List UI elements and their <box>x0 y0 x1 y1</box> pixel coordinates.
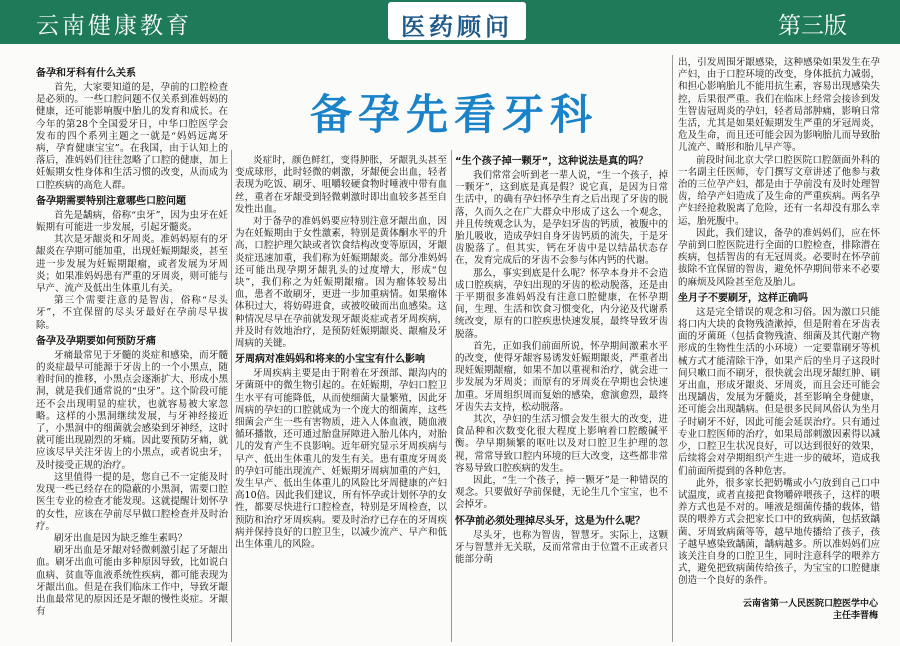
paragraph: 首先是龋病，俗称“虫牙”，因为虫牙在妊娠期有可能进一步发展，引起牙髓炎。 <box>36 209 228 234</box>
subheading: 怀孕前必须处理掉尽头牙，这是为什么呢？ <box>455 515 645 527</box>
author-name: 主任李晋梅 <box>832 611 878 621</box>
paragraph: 炎症时，颜色鲜红，变得肿胀，牙龈乳头甚至变成球形，此时轻微的刺激，牙龈便会出血，轻者表现为吃饭、刷牙、咀嚼较硬食物时唾液中带有血丝，重者在牙龈受到轻微刺激时即出血较多甚至自发性出血。 <box>235 155 447 215</box>
section-name: 医药顾问 <box>401 13 513 41</box>
article-column-2 <box>235 155 447 642</box>
paragraph: 首先，大家要知道的是，孕前的口腔检查是必须的。一些口腔问题不仅关系到准妈妈的健康，还可能影响腹中胎儿的发育和成长。在今年的第28个全国爱牙日，中华口腔医学会发布的四个系列主题之一就是“妈妈远离牙病，孕育健康宝宝”。在我国，由于认知上的落后，准妈妈们往往忽略了口腔的健康，加上妊娠期女性身体和生活习惯的改变，从而成为口腔疾病的高危人群。 <box>36 82 228 191</box>
subheading: 备孕和牙科有什么关系 <box>36 68 136 79</box>
article-title: 备孕先看牙科 <box>310 90 599 139</box>
page-header <box>0 0 900 44</box>
paragraph: 其次，孕妇的生活习惯会发生很大的改变，进食品种和次数变化很大程度上影响着口腔酸碱平衡。孕早期频繁的呕吐以及对口腔卫生护理的忽视，常常导致口腔内环境的巨大改变，这些都非常容易导致口腔疾病的发生。 <box>455 414 668 474</box>
subheading: 备孕期需要特别注意哪些口腔问题 <box>36 195 186 207</box>
author-affiliation: 云南省第一人民医院口腔医学中心 <box>742 599 878 609</box>
paragraph: 这里值得一提的是，您自己不一定能及时发现一些已经存在的隐蔽的小黑洞，需要口腔医生专业的检查才能发现。这就提醒计划怀孕的女性，应该在孕前尽早做口腔检查并及时治疗。 <box>36 471 228 532</box>
paragraph: 牙周疾病主要是由于附着在牙颈部、龈沟内的牙菌斑中的微生物引起的。在妊娠期，孕妇口腔卫生水平有可能降低，从而使细菌大量繁殖，因此牙周病的孕妇的口腔就成为一个庞大的细菌库，这些细菌会产生一些有害物质，进入人体血液，随血液循环播散，还可通过胎盘屏障进入胎儿体内，对胎儿的发育产生不良影响。近年研究显示牙周疾病与早产、低出生体重儿的发生有关。患有重度牙周炎的孕妇可能出现流产、妊娠期牙周病加重的产妇，发生早产、低出生体重儿的风险比牙周健康的产妇高10倍。因此我们建议，所有怀孕或计划怀孕的女性，都要尽快进行口腔检查，特别是牙周检查，以预防和治疗牙周疾病。要及时治疗已存在的牙周疾病并保持良好的口腔卫生，以减少流产、早产和低出生体重儿的风险。 <box>235 368 447 551</box>
paragraph: 刷牙出血是因为缺乏维生素吗？ <box>54 532 188 544</box>
paragraph: 牙痛最常见于牙髓的炎症和感染，而牙髓的炎症最早可能源于牙齿上的一个小黑点，随着时间的推移，小黑点会逐渐扩大、形成小黑洞，就是我们通常说的“虫牙”。这个阶段可能还不会出现明显的症状，也就容易被大家忽略。这样的小黑洞继续发展，与牙神经接近了，小黑洞中的细菌就会感染到牙神经，这时就可能出现剧烈的牙痛。因此要预防牙痛，就应该尽早关注牙齿上的小黑点，或者说虫牙，及时接受正规的治疗。 <box>36 349 228 471</box>
paragraph: 这是完全错误的观念和习俗。因为激口只能将口内大块的食物残渣漱掉，但是附着在牙齿表面的牙菌斑（包括食物残渣、细菌及其代谢产物形成的生物性生活的小环境）一定要靠刷牙等机械方式才能清除干净，如果产后的坐月子这段时间只嗽口而不刷牙，很快就会出现牙龈红肿、刷牙出血，形成牙龈炎、牙周炎，而且会还可能会出现龋齿，发展为牙髓炎，甚至影响全身健康，还可能会出现龋病。但是很多民间风俗认为坐月子时刷牙不好，因此可能会延误治疗。只有通过专业口腔医师的治疗，如果局部刺激因素得以减少，口腔卫生状况良好，可以达到很好的效果，后续将会对孕期组织产生进一步的破坏，造成我们前面所提到的各种危害。 <box>678 306 880 477</box>
paragraph: 此外，很多家长把奶嘴或小勺放到自己口中试温度，或者直接把食物嚼碎喂孩子，这样的喂养方式也是不对的。唾液是细菌传播的载体，错误的喂养方式会把家长口中的致病菌，包括致龋菌、牙周致病菌等等，越早地传播给了孩子，孩子越早感染致龋菌，龋病越多。所以准妈妈们应该关注自身的口腔卫生，同时注意科学的喂养方式，避免把致病菌传给孩子，为宝宝的口腔健康创造一个良好的条件。 <box>678 477 880 587</box>
paragraph: 我们常常会听到老一辈人说，“生一个孩子，掉一颗牙”，这到底是真是假？说它真，是因为日常生活中，的确有孕妇怀孕生育之后出现了牙齿的脱落，久而久之在广大群众中形成了这么一个观念，并且传统观念认为，是孕妇牙齿的钙质，被腹中的胎儿吸收，造成孕妇自身牙齿钙质的流失，于是牙齿脱落了。但其实，钙在牙齿中是以结晶状态存在，发育完成后的牙齿不会参与体内钙的代谢。 <box>455 170 668 267</box>
paragraph: 刷牙出血是牙龈对轻微刺激引起了牙龈出血。刷牙出血可能由多种原因导致，比如说白血病、贫血等血液系统性疾病，都可能表现为牙龈出血。但是在我们临床工作中，导致牙龈出血最常见的原因还是牙龈的慢性炎症。牙龈有 <box>36 545 228 618</box>
newspaper-name: 云南健康教育 <box>36 13 192 39</box>
paragraph: 出，引发周围牙龈感染，这种感染如果发生在孕产妇，由于口腔环境的改变，身体抵抗力减弱，和担心影响胎儿不能用抗生素，容易出现感染失控，后果很严重。我们在临床上经常会接诊到发生智齿冠周炎的孕妇，轻者局部肿痛，影响日常生活，尤其是如果妊娠期发生严重的牙冠周炎，危及生命，而且还可能会因为影响胎儿而导致胎儿流产、畸形和胎儿早产等。 <box>678 57 880 154</box>
column-divider <box>451 150 452 642</box>
column-divider <box>672 55 673 642</box>
paragraph: 首先，正如我们前面所说，怀孕期间激素水平的改变，使得牙龈容易诱发妊娠期龈炎，严重者出现妊娠期龈瘤，如果不加以重视和治疗，就会进一步发展为牙周炎；而原有的牙周炎在孕期也会快速加重。牙周组织周而复始的感染，愈演愈烈，最终牙齿失去支持，松动脱落。 <box>455 340 668 413</box>
author-credit <box>678 598 878 622</box>
subheading: 牙周病对准妈妈和将来的小宝宝有什么影响 <box>235 354 425 366</box>
paragraph: 第三个需要注意的是智齿，俗称“尽头牙”，不宜保留的尽头牙最好在孕前尽早拔除。 <box>36 295 228 331</box>
paragraph: 因此，我们建议，备孕的准妈妈们，应在怀孕前到口腔医院进行全面的口腔检查，排除潜在疾病，包括智齿的有无冠周炎。必要时在怀孕前拔除不宜保留的智齿，避免怀孕期间带来不必要的麻烦及风险甚至危及胎儿。 <box>678 227 880 288</box>
paragraph: 那么，事实到底是什么呢？怀孕本身并不会造成口腔疾病，孕妇出现的牙齿的松动脱落，还是由于平期很多准妈妈没有注意口腔健康，在怀孕期间，生理、生活和饮食习惯变化，内分泌及代谢系统改变，原有的口腔疾患快速发展，最终导致牙齿脱落。 <box>455 267 668 340</box>
paragraph: 其次是牙龈炎和牙周炎。准妈妈原有的牙龈炎在孕期可能加重，出现妊娠期龈炎，甚至进一步发展为妊娠期龈瘤，或者发展为牙周炎；如果准妈妈患有严重的牙周炎，则可能与早产、流产及低出生体重儿有关。 <box>36 234 228 295</box>
subheading: “生个孩子掉一颗牙”，这种说法是真的吗？ <box>455 156 649 167</box>
article-column-4 <box>678 57 880 642</box>
paragraph: 尽头牙，也称为智齿，智慧牙。实际上，这颗牙与智慧并无关联，反而常常由于位置不正或者只能部分萌 <box>455 529 668 566</box>
paragraph: 对于备孕的准妈妈要应特别注意牙龈出血，因为在妊娠期由于女性激素，特别是黄体酮水平的升高，口腔护理欠缺或者饮食结构改变等原因，牙龈炎症迅速加重，我们称为妊娠期龈炎。部分准妈妈还可能出现孕期牙龈乳头的过度增大，形成“包块”，我们称之为妊娠期龈瘤。因为瘤体较易出血，患者不敢刷牙，更进一步加重病情。如果瘤体体积过大，将妨碍进食，或被咬破而出血感染。这种情况尽早在孕前就发现牙龈炎症或者牙周疾病，并及时有效地治疗，是预防妊娠期龈炎、龈瘤及牙周病的关键。 <box>235 216 447 350</box>
page-number: 第三版 <box>778 13 847 39</box>
paragraph: 前段时间北京大学口腔医院口腔颌面外科的一名副主任医师，专门撰写文章讲述了他参与救治的三位孕产妇，都是由于孕前没有及时处理智齿，给孕产妇造成了及生命的严重疾病。两名孕产妇经抢救脱离了危险，还有一名却没有那么幸运，胎死腹中。 <box>678 154 880 227</box>
section-badge <box>388 2 526 40</box>
paragraph: 因此，“生一个孩子，掉一颗牙”是一种错误的观念。只要做好孕前保健，无论生几个宝宝，也不会掉牙。 <box>455 475 668 511</box>
column-divider <box>231 150 232 642</box>
subheading: 备孕及孕期要如何预防牙痛 <box>36 335 156 347</box>
subheading: 坐月子不要刷牙，这样正确吗 <box>678 292 808 304</box>
article-column-3 <box>455 155 668 642</box>
article-column-1 <box>36 67 228 642</box>
